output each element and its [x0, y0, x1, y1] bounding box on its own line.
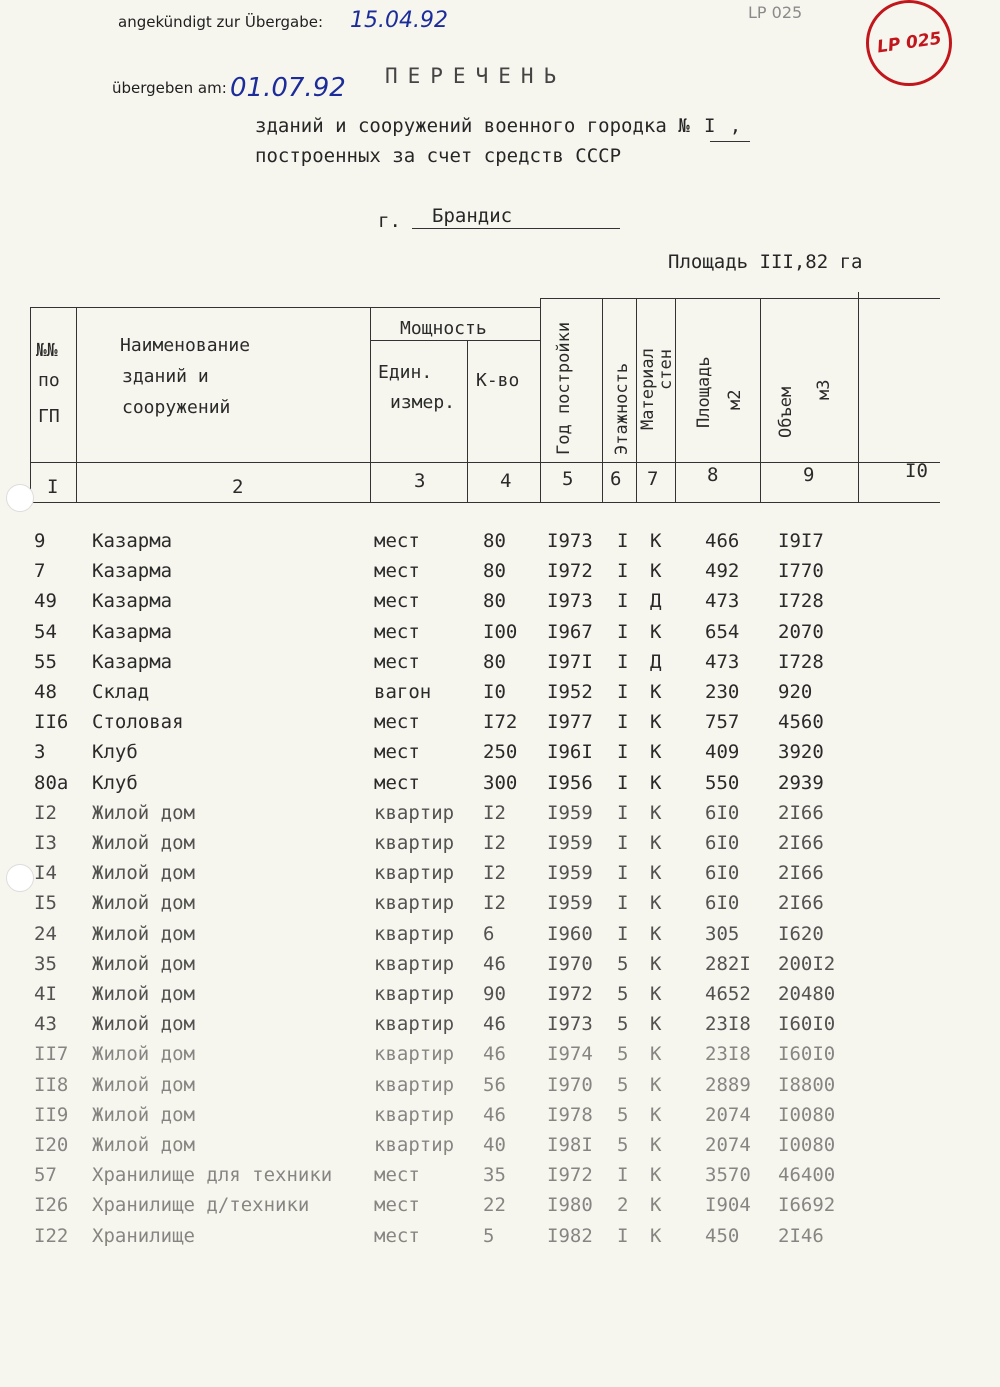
quantity: 250: [483, 741, 518, 764]
building-name: Жилой дом: [92, 1013, 195, 1036]
header-no-3: ГП: [38, 406, 60, 427]
column-number: I0: [905, 460, 928, 482]
quantity: 46: [483, 1013, 506, 1036]
row-number: 9: [34, 530, 46, 552]
unit-measure: мест: [374, 1164, 420, 1187]
building-name: Хранилище: [92, 1224, 195, 1247]
header-unit-2: измер.: [390, 392, 456, 413]
wall-material: К: [650, 1013, 662, 1036]
building-name: Казарма: [92, 590, 173, 613]
building-name: Склад: [92, 681, 150, 703]
unit-measure: мест: [374, 711, 420, 734]
header-qty: К-во: [476, 370, 520, 391]
wall-material: К: [650, 1073, 662, 1096]
volume-m3: 2I66: [778, 801, 824, 824]
unit-measure: квартир: [374, 862, 455, 885]
wall-material: К: [650, 952, 662, 975]
volume-m3: I728: [778, 590, 824, 613]
row-number: I4: [34, 862, 57, 885]
area-m2: 305: [705, 922, 740, 945]
building-name: Жилой дом: [92, 1103, 195, 1126]
build-year: I959: [547, 801, 593, 824]
row-number: 7: [34, 560, 46, 583]
unit-measure: квартир: [374, 1134, 455, 1156]
city-prefix: г.: [378, 210, 401, 232]
quantity: 22: [483, 1194, 506, 1217]
building-name: Жилой дом: [92, 1043, 195, 1066]
row-number: II8: [34, 1073, 69, 1096]
area-m2: 450: [705, 1224, 740, 1247]
build-year: I973: [547, 530, 593, 552]
row-number: 55: [34, 650, 57, 673]
table-row: [0, 530, 1000, 560]
wall-material: К: [650, 771, 662, 794]
header-material-2: стен: [656, 349, 676, 390]
row-number: II6: [34, 711, 69, 734]
header-year: Год постройки: [554, 321, 574, 455]
header-unit-1: Един.: [378, 362, 433, 383]
table-row: [0, 1104, 1000, 1134]
area-m2: I904: [705, 1194, 751, 1217]
quantity: 56: [483, 1073, 506, 1096]
floors: I: [617, 590, 629, 613]
table-row: [0, 590, 1000, 620]
area-m2: 2889: [705, 1073, 751, 1096]
floors: I: [617, 530, 629, 552]
build-year: I967: [547, 620, 593, 643]
unit-measure: квартир: [374, 1103, 455, 1126]
header-capacity: Мощность: [400, 318, 487, 339]
unit-measure: квартир: [374, 1013, 455, 1036]
wall-material: К: [650, 983, 662, 1005]
floors: I: [617, 862, 629, 885]
building-name: Жилой дом: [92, 892, 195, 915]
build-year: I973: [547, 590, 593, 613]
quantity: 6: [483, 922, 495, 945]
quantity: I0: [483, 681, 506, 703]
volume-m3: I620: [778, 922, 824, 945]
area-m2: 23I8: [705, 1043, 751, 1066]
table-row: [0, 1134, 1000, 1164]
wall-material: К: [650, 922, 662, 945]
punch-hole: [6, 484, 34, 512]
building-name: Казарма: [92, 530, 173, 552]
building-name: Хранилище для техники: [92, 1164, 333, 1187]
area-m2: 757: [705, 711, 740, 734]
circle-stamp: LP 025: [866, 0, 952, 86]
build-year: I972: [547, 1164, 593, 1187]
build-year: I972: [547, 983, 593, 1005]
building-name: Жилой дом: [92, 952, 195, 975]
header-material-1: Материал: [638, 348, 658, 430]
wall-material: К: [650, 560, 662, 583]
wall-material: К: [650, 801, 662, 824]
unit-measure: мест: [374, 590, 420, 613]
area-m2: 2074: [705, 1103, 751, 1126]
building-name: Жилой дом: [92, 1134, 195, 1156]
building-name: Жилой дом: [92, 862, 195, 885]
floors: I: [617, 681, 629, 703]
build-year: I970: [547, 1073, 593, 1096]
building-name: Жилой дом: [92, 1073, 195, 1096]
area-m2: 282I: [705, 952, 751, 975]
quantity: 46: [483, 1043, 506, 1066]
row-number: 4I: [34, 983, 57, 1005]
floors: I: [617, 711, 629, 734]
announced-label: angekündigt zur Übergabe:: [118, 13, 324, 31]
volume-m3: 2I66: [778, 832, 824, 854]
row-number: I20: [34, 1134, 69, 1156]
building-name: Клуб: [92, 741, 138, 764]
quantity: 80: [483, 530, 506, 552]
volume-m3: 2I46: [778, 1224, 824, 1247]
wall-material: Д: [650, 650, 662, 673]
volume-m3: 46400: [778, 1164, 836, 1187]
build-year: I956: [547, 771, 593, 794]
quantity: 80: [483, 560, 506, 583]
build-year: I970: [547, 952, 593, 975]
title-line-1: [255, 115, 741, 137]
quantity: I2: [483, 862, 506, 885]
wall-material: К: [650, 1103, 662, 1126]
unit-measure: мест: [374, 650, 420, 673]
header-volume-2: м3: [814, 379, 834, 400]
build-year: I980: [547, 1194, 593, 1217]
floors: 5: [617, 1134, 629, 1156]
floors: I: [617, 892, 629, 915]
wall-material: К: [650, 681, 662, 703]
build-year: I982: [547, 1224, 593, 1247]
table-row: [0, 681, 1000, 711]
header-volume-1: Объем: [776, 386, 796, 438]
quantity: I2: [483, 892, 506, 915]
floors: 5: [617, 1073, 629, 1096]
table-row: [0, 892, 1000, 922]
building-name: Столовая: [92, 711, 184, 734]
table-row: [0, 1225, 1000, 1255]
build-year: I974: [547, 1043, 593, 1066]
volume-m3: I728: [778, 650, 824, 673]
building-name: Жилой дом: [92, 801, 195, 824]
header-name-2: зданий и: [122, 366, 209, 387]
area-m2: 23I8: [705, 1013, 751, 1036]
area-m2: 230: [705, 681, 740, 703]
volume-m3: I6692: [778, 1194, 836, 1217]
unit-measure: квартир: [374, 892, 455, 915]
row-number: 80а: [34, 771, 69, 794]
table-row: [0, 802, 1000, 832]
build-year: I959: [547, 862, 593, 885]
unit-measure: квартир: [374, 983, 455, 1005]
city-name: Брандис: [432, 205, 513, 227]
area-m2: 4652: [705, 983, 751, 1005]
floors: I: [617, 1224, 629, 1247]
unit-measure: мест: [374, 1224, 420, 1247]
build-year: I952: [547, 681, 593, 703]
quantity: 35: [483, 1164, 506, 1187]
row-number: 35: [34, 952, 57, 975]
header-area-1: Площадь: [694, 356, 714, 428]
area-m2: 473: [705, 650, 740, 673]
floors: 5: [617, 1013, 629, 1036]
unit-measure: мест: [374, 560, 420, 583]
unit-measure: квартир: [374, 952, 455, 975]
table-row: [0, 862, 1000, 892]
volume-m3: I770: [778, 560, 824, 583]
row-number: I22: [34, 1224, 69, 1247]
header-floors: Этажность: [612, 362, 632, 455]
quantity: I2: [483, 801, 506, 824]
quantity: 300: [483, 771, 518, 794]
table-row: [0, 1074, 1000, 1104]
table-row: [0, 1013, 1000, 1043]
table-row: [0, 1194, 1000, 1224]
row-number: I2: [34, 801, 57, 824]
handed-date: 01.07.92: [230, 73, 346, 103]
quantity: 46: [483, 952, 506, 975]
floors: I: [617, 1164, 629, 1187]
table-row: [0, 560, 1000, 590]
area-m2: 492: [705, 560, 740, 583]
floors: 2: [617, 1194, 629, 1217]
title-line-2: построенных за счет средств СССР: [255, 145, 622, 167]
quantity: 90: [483, 983, 506, 1005]
wall-material: К: [650, 741, 662, 764]
volume-m3: I9I7: [778, 530, 824, 552]
floors: 5: [617, 952, 629, 975]
row-number: 48: [34, 681, 57, 703]
table-row: [0, 923, 1000, 953]
table-row: [0, 1164, 1000, 1194]
row-number: 49: [34, 590, 57, 613]
row-number: II9: [34, 1103, 69, 1126]
column-number: 4: [500, 470, 512, 492]
unit-measure: квартир: [374, 801, 455, 824]
wall-material: К: [650, 1134, 662, 1156]
volume-m3: 2I66: [778, 892, 824, 915]
gorodok-number: I: [703, 115, 716, 137]
quantity: 40: [483, 1134, 506, 1156]
volume-m3: 2I66: [778, 862, 824, 885]
build-year: I960: [547, 922, 593, 945]
row-number: I5: [34, 892, 57, 915]
volume-m3: 920: [778, 681, 813, 703]
table-row: [0, 621, 1000, 651]
area-m2: 6I0: [705, 892, 740, 915]
table-row: [0, 1043, 1000, 1073]
row-number: I26: [34, 1194, 69, 1217]
building-name: Хранилище д/техники: [92, 1194, 310, 1217]
announced-date: 15.04.92: [350, 8, 448, 33]
row-number: II7: [34, 1043, 69, 1066]
wall-material: К: [650, 711, 662, 734]
floors: I: [617, 650, 629, 673]
area-m2: 409: [705, 741, 740, 764]
wall-material: К: [650, 1164, 662, 1187]
build-year: I959: [547, 892, 593, 915]
area-m2: 473: [705, 590, 740, 613]
unit-measure: вагон: [374, 681, 432, 703]
quantity: I2: [483, 832, 506, 854]
volume-m3: 4560: [778, 711, 824, 734]
floors: I: [617, 560, 629, 583]
area-m2: 2074: [705, 1134, 751, 1156]
wall-material: К: [650, 892, 662, 915]
table-row: [0, 651, 1000, 681]
quantity: I72: [483, 711, 518, 734]
area-label: Площадь III,82 га: [668, 251, 863, 273]
build-year: I959: [547, 832, 593, 854]
wall-material: К: [650, 862, 662, 885]
quantity: 5: [483, 1224, 495, 1247]
wall-material: К: [650, 1043, 662, 1066]
title-line-1-text: зданий и сооружений военного городка №: [255, 115, 690, 137]
floors: 5: [617, 1043, 629, 1066]
build-year: I97I: [547, 650, 593, 673]
row-number: I3: [34, 832, 57, 854]
area-m2: 466: [705, 530, 740, 552]
document-heading: ПЕРЕЧЕНЬ: [385, 64, 567, 88]
build-year: I972: [547, 560, 593, 583]
unit-measure: квартир: [374, 1043, 455, 1066]
quantity: 80: [483, 650, 506, 673]
table-row: [0, 711, 1000, 741]
build-year: I977: [547, 711, 593, 734]
unit-measure: мест: [374, 530, 420, 552]
volume-m3: 2939: [778, 771, 824, 794]
column-number: 7: [647, 468, 659, 490]
area-m2: 654: [705, 620, 740, 643]
unit-measure: мест: [374, 1194, 420, 1217]
table-row: [0, 953, 1000, 983]
floors: 5: [617, 983, 629, 1005]
row-number: 3: [34, 741, 46, 764]
building-name: Казарма: [92, 560, 173, 583]
build-year: I98I: [547, 1134, 593, 1156]
building-name: Жилой дом: [92, 983, 195, 1005]
volume-m3: I0080: [778, 1103, 836, 1126]
volume-m3: 3920: [778, 741, 824, 764]
volume-m3: 2070: [778, 620, 824, 643]
unit-measure: мест: [374, 771, 420, 794]
table-row: [0, 741, 1000, 771]
building-name: Казарма: [92, 650, 173, 673]
building-name: Жилой дом: [92, 832, 195, 854]
volume-m3: I60I0: [778, 1043, 836, 1066]
wall-material: К: [650, 1194, 662, 1217]
area-m2: 550: [705, 771, 740, 794]
header-name-3: сооружений: [122, 397, 231, 418]
table-row: [0, 983, 1000, 1013]
header-name-1: Наименование: [120, 335, 251, 356]
unit-measure: мест: [374, 620, 420, 643]
floors: I: [617, 620, 629, 643]
area-m2: 6I0: [705, 801, 740, 824]
column-number: 9: [803, 464, 815, 486]
unit-measure: квартир: [374, 922, 455, 945]
header-area-2: м2: [725, 389, 745, 410]
header-no-2: по: [38, 370, 60, 391]
floors: I: [617, 832, 629, 854]
table-row: [0, 832, 1000, 862]
row-number: 24: [34, 922, 57, 945]
building-name: Жилой дом: [92, 922, 195, 945]
volume-m3: 20480: [778, 983, 836, 1005]
wall-material: К: [650, 832, 662, 854]
quantity: 46: [483, 1103, 506, 1126]
area-m2: 3570: [705, 1164, 751, 1187]
volume-m3: I0080: [778, 1134, 836, 1156]
volume-m3: I8800: [778, 1073, 836, 1096]
column-number: 6: [610, 468, 622, 490]
volume-m3: 200I2: [778, 952, 836, 975]
row-number: 54: [34, 620, 57, 643]
wall-material: Д: [650, 590, 662, 613]
row-number: 57: [34, 1164, 57, 1187]
floors: I: [617, 922, 629, 945]
title-line-1-end: ,: [729, 115, 742, 137]
build-year: I978: [547, 1103, 593, 1126]
wall-material: К: [650, 620, 662, 643]
volume-m3: I60I0: [778, 1013, 836, 1036]
floors: 5: [617, 1103, 629, 1126]
area-m2: 6I0: [705, 832, 740, 854]
build-year: I96I: [547, 741, 593, 764]
build-year: I973: [547, 1013, 593, 1036]
area-m2: 6I0: [705, 862, 740, 885]
table-row: [0, 772, 1000, 802]
row-number: 43: [34, 1013, 57, 1036]
wall-material: К: [650, 530, 662, 552]
building-name: Казарма: [92, 620, 173, 643]
column-number: 5: [562, 468, 574, 490]
unit-measure: мест: [374, 741, 420, 764]
column-number: 2: [232, 476, 244, 498]
quantity: 80: [483, 590, 506, 613]
building-name: Клуб: [92, 771, 138, 794]
handed-label: übergeben am:: [112, 79, 227, 97]
column-number: 8: [707, 464, 719, 486]
unit-measure: квартир: [374, 832, 455, 854]
column-number: 3: [414, 470, 426, 492]
unit-measure: квартир: [374, 1073, 455, 1096]
column-number: I: [47, 476, 59, 498]
pencil-reference: LP 025: [748, 3, 803, 22]
floors: I: [617, 801, 629, 824]
floors: I: [617, 771, 629, 794]
quantity: I00: [483, 620, 518, 643]
floors: I: [617, 741, 629, 764]
header-no-1: №№: [36, 340, 58, 361]
wall-material: К: [650, 1224, 662, 1247]
